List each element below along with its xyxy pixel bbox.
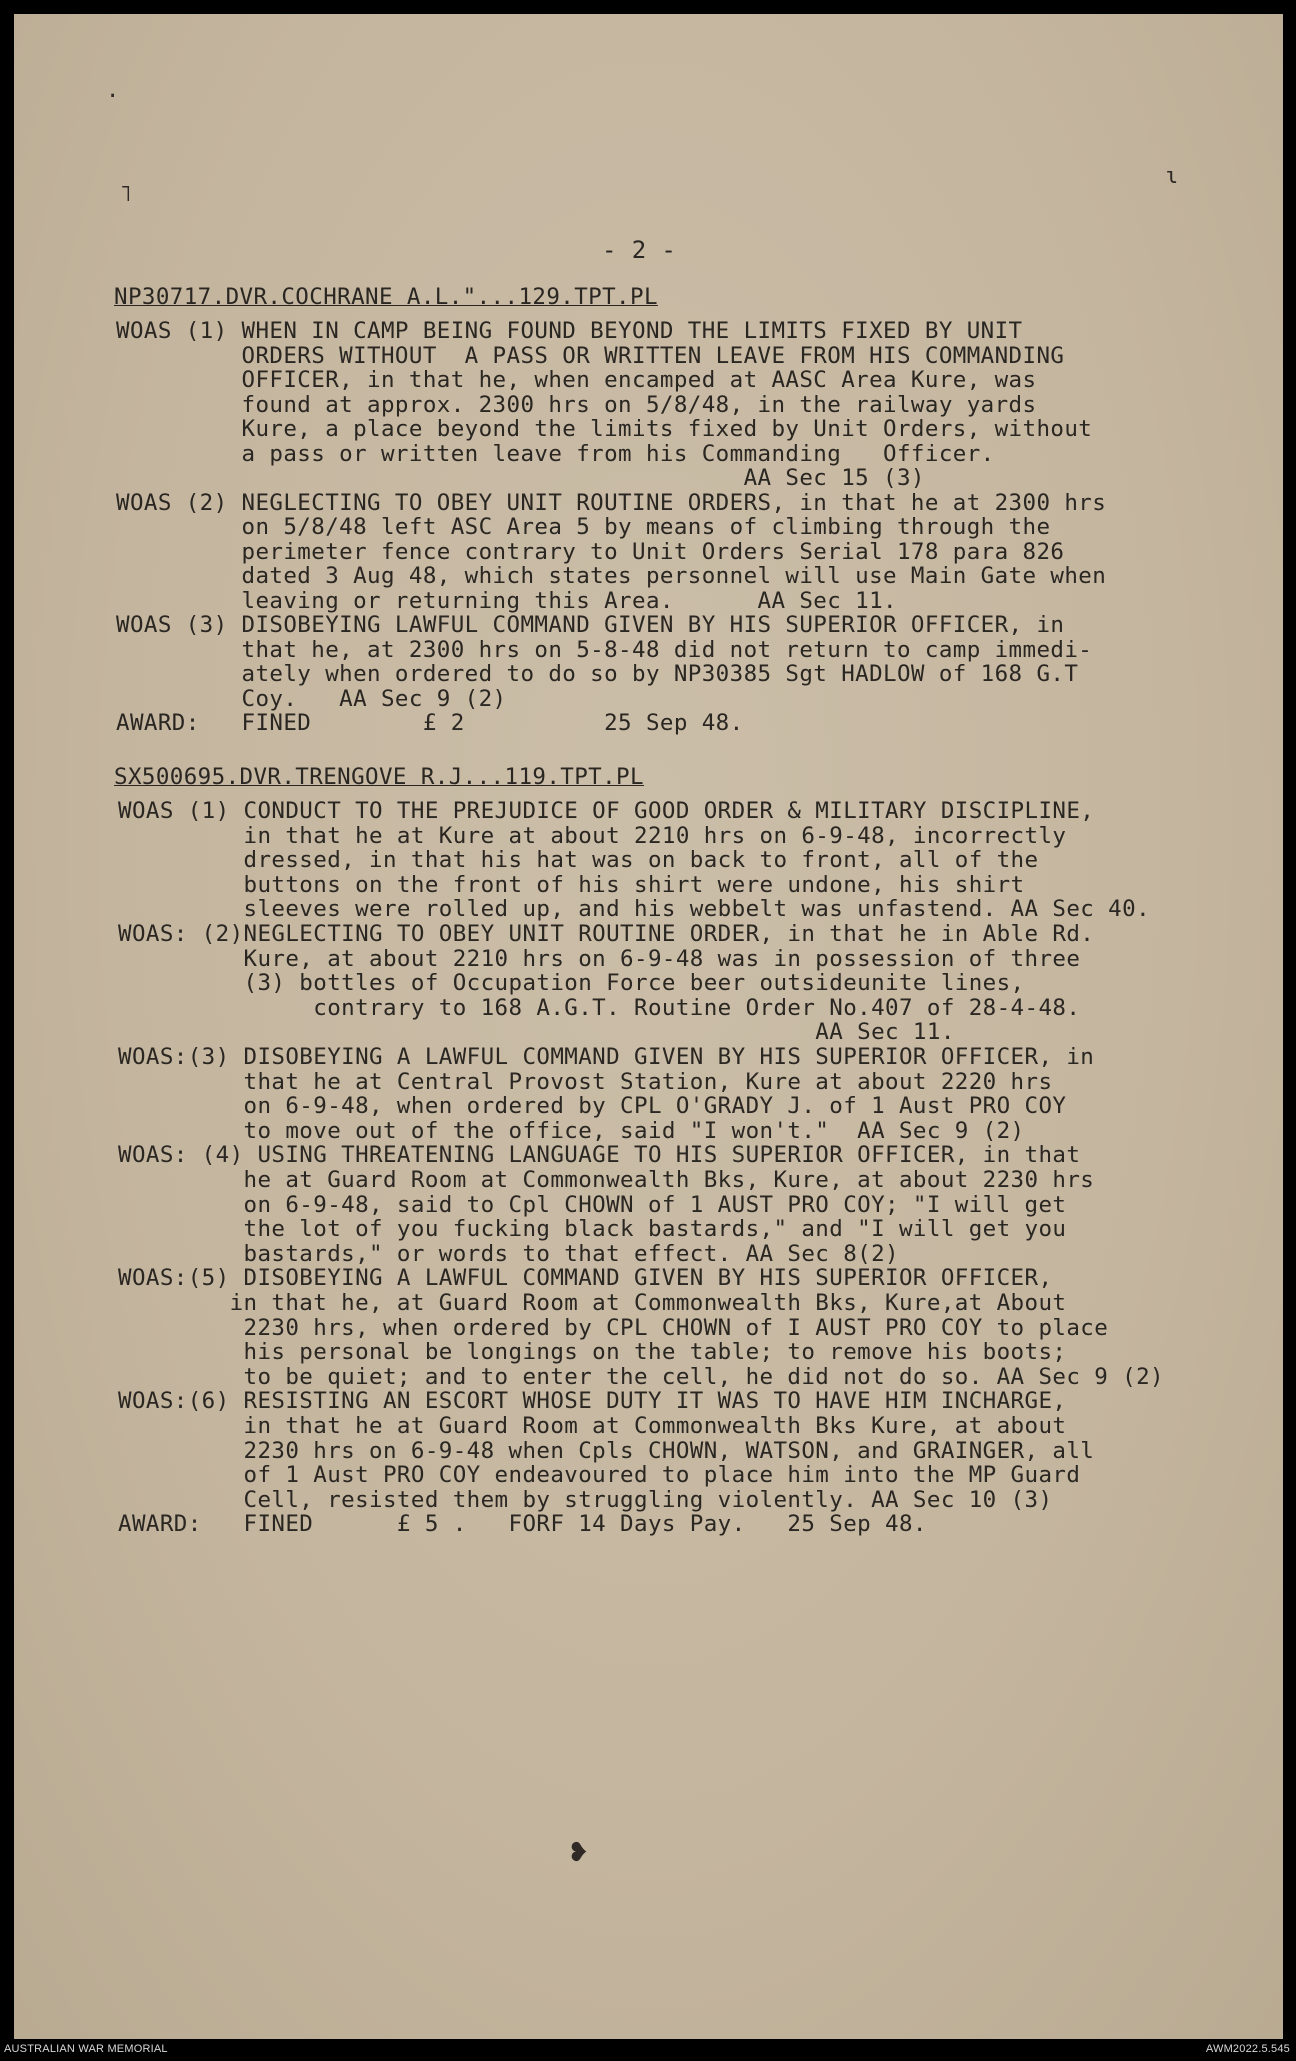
- charge-line: Cell, resisted them by struggling violently. AA Sec 10 (3): [118, 1486, 1053, 1513]
- charge-line: the lot of you fucking black bastards," and "I will get you: [118, 1216, 1067, 1243]
- charge-line: WOAS (3) DISOBEYING LAWFUL COMMAND GIVEN BY HIS SUPERIOR OFFICER, in: [116, 612, 1065, 638]
- charge-line: ORDERS WITHOUT A PASS OR WRITTEN LEAVE FROM HIS COMMANDING: [116, 342, 1065, 369]
- charge-line: AA Sec 11.: [118, 1019, 955, 1046]
- charge-line: in that he at Guard Room at Commonwealth Bks Kure, at about: [118, 1413, 1067, 1439]
- soldier-heading: SX500695.DVR.TRENGOVE R.J...119.TPT.PL: [114, 764, 644, 790]
- charge-line: that he, at 2300 hrs on 5-8-48 did not return to camp immedi-: [116, 636, 1093, 663]
- charge-line: buttons on the front of his shirt were undone, his shirt: [118, 871, 1025, 898]
- charge-line: he at Guard Room at Commonwealth Bks, Kure, at about 2230 hrs: [118, 1167, 1095, 1193]
- charge-line: 2230 hrs on 6-9-48 when Cpls CHOWN, WATSON, and GRAINGER, all: [118, 1437, 1095, 1464]
- charge-line: contrary to 168 A.G.T. Routine Order No.407 of 28-4-48.: [118, 994, 1081, 1021]
- charge-line: Coy. AA Sec 9 (2): [116, 685, 507, 712]
- charge-line: sleeves were rolled up, and his webbelt was unfastend. AA Sec 40.: [118, 896, 1151, 923]
- staple-mark: ɩ: [1165, 164, 1179, 189]
- charge-line: of 1 Aust PRO COY endeavoured to place him into the MP Guard: [118, 1462, 1081, 1489]
- charge-line: WOAS:(5) DISOBEYING A LAWFUL COMMAND GIVEN BY HIS SUPERIOR OFFICER,: [118, 1265, 1053, 1292]
- document-page: [14, 14, 1283, 2039]
- charge-line: his personal be longings on the table; to remove his boots;: [118, 1339, 1067, 1366]
- charge-line: (3) bottles of Occupation Force beer outsideunite lines,: [118, 970, 1025, 997]
- charge-line: on 6-9-48, said to Cpl CHOWN of 1 AUST PRO COY; "I will get: [118, 1191, 1067, 1218]
- soldier-heading: NP30717.DVR.COCHRANE A.L."...129.TPT.PL: [114, 284, 658, 310]
- ink-blot-mark: ❥: [570, 1834, 589, 1869]
- charge-line: a pass or written leave from his Commanding Officer.: [116, 440, 995, 467]
- award-line: AWARD: FINED £ 2 25 Sep 48.: [116, 710, 744, 736]
- charge-line: leaving or returning this Area. AA Sec 11.: [116, 587, 897, 614]
- charge-line: 2230 hrs, when ordered by CPL CHOWN of I AUST PRO COY to place: [118, 1314, 1109, 1341]
- charge-line: WOAS (1) CONDUCT TO THE PREJUDICE OF GOOD ORDER & MILITARY DISCIPLINE,: [118, 798, 1095, 824]
- charge-line: OFFICER, in that he, when encamped at AASC Area Kure, was: [116, 367, 1037, 393]
- charge-line: dated 3 Aug 48, which states personnel will use Main Gate when: [116, 563, 1107, 589]
- charge-line: WOAS (1) WHEN IN CAMP BEING FOUND BEYOND THE LIMITS FIXED BY UNIT: [116, 318, 1023, 344]
- charge-line: WOAS:(3) DISOBEYING A LAWFUL COMMAND GIVEN BY HIS SUPERIOR OFFICER, in: [118, 1044, 1095, 1070]
- footer-right-reference: AWM2022.5.545: [1205, 2043, 1290, 2055]
- charge-line: Kure, a place beyond the limits fixed by Unit Orders, without: [116, 416, 1093, 442]
- charge-line: WOAS: (2)NEGLECTING TO OBEY UNIT ROUTINE ORDER, in that he in Able Rd.: [118, 921, 1095, 947]
- charge-line: WOAS (2) NEGLECTING TO OBEY UNIT ROUTINE ORDERS, in that he at 2300 hrs: [116, 489, 1107, 516]
- charge-line: Kure, at about 2210 hrs on 6-9-48 was in possession of three: [118, 945, 1081, 972]
- charge-line: AA Sec 15 (3): [116, 465, 925, 491]
- charge-line: that he at Central Provost Station, Kure at about 2220 hrs: [118, 1068, 1053, 1095]
- charge-line: bastards," or words to that effect. AA Sec 8(2): [118, 1240, 899, 1267]
- staple-mark: ˥: [119, 182, 133, 207]
- footer-left-caption: AUSTRALIAN WAR MEMORIAL: [4, 2043, 168, 2055]
- award-line: AWARD: FINED £ 5 . FORF 14 Days Pay. 25 Sep 48.: [118, 1511, 927, 1538]
- punch-hole-mark: ·: [106, 84, 120, 109]
- charge-line: in that he at Kure at about 2210 hrs on 6-9-48, incorrectly: [118, 822, 1067, 849]
- charge-line: perimeter fence contrary to Unit Orders Serial 178 para 826: [116, 538, 1065, 565]
- charge-line: WOAS:(6) RESISTING AN ESCORT WHOSE DUTY IT WAS TO HAVE HIM INCHARGE,: [118, 1388, 1067, 1415]
- charge-line: to move out of the office, said "I won't." AA Sec 9 (2): [118, 1117, 1025, 1144]
- charge-line: ately when ordered to do so by NP30385 Sgt HADLOW of 168 G.T: [116, 661, 1079, 687]
- charge-line: found at approx. 2300 hrs on 5/8/48, in the railway yards: [116, 391, 1037, 418]
- charge-line: to be quiet; and to enter the cell, he did not do so. AA Sec 9 (2): [118, 1363, 1164, 1390]
- page-number: - 2 -: [602, 236, 677, 264]
- charge-line: WOAS: (4) USING THREATENING LANGUAGE TO HIS SUPERIOR OFFICER, in that: [118, 1142, 1081, 1169]
- charge-line: on 5/8/48 left ASC Area 5 by means of climbing through the: [116, 514, 1051, 540]
- charge-line: dressed, in that his hat was on back to front, all of the: [118, 847, 1039, 874]
- charge-line: in that he, at Guard Room at Commonwealth Bks, Kure,at About: [118, 1290, 1067, 1316]
- charge-line: on 6-9-48, when ordered by CPL O'GRADY J. of 1 Aust PRO COY: [118, 1093, 1067, 1120]
- typed-text-body: [14, 14, 1283, 2039]
